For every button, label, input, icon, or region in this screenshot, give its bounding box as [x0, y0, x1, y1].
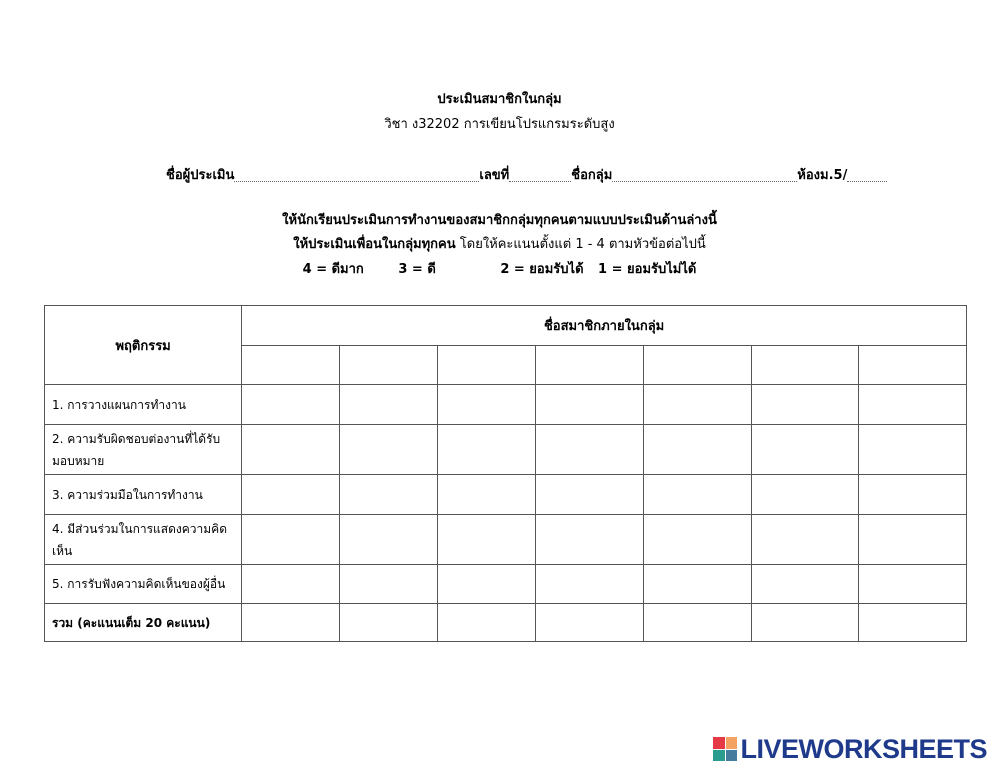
logo-icon	[713, 737, 737, 761]
number-label: เลขที่	[479, 168, 510, 183]
behavior-label: 1. การวางแผนการทำงาน	[45, 385, 242, 425]
total-label: รวม (คะแนนเต็ม 20 คะแนน)	[45, 604, 242, 642]
table-row	[45, 385, 967, 425]
score-cell[interactable]	[858, 385, 966, 425]
member-name-cell[interactable]	[643, 346, 751, 385]
instruction-line-2-bold: ให้ประเมินเพื่อนในกลุ่มทุกคน	[293, 237, 456, 252]
behavior-label: 4. มีส่วนร่วมในการแสดงความคิดเห็น	[45, 515, 242, 565]
score-cell[interactable]	[438, 475, 536, 515]
score-cell[interactable]	[858, 515, 966, 565]
total-cell[interactable]	[340, 604, 438, 642]
score-cell[interactable]	[438, 515, 536, 565]
table-header-row	[45, 306, 967, 346]
evaluator-name-field[interactable]	[234, 167, 479, 182]
score-cell[interactable]	[340, 385, 438, 425]
score-cell[interactable]	[643, 425, 751, 475]
member-name-cell[interactable]	[242, 346, 340, 385]
table-row	[45, 565, 967, 604]
total-cell[interactable]	[438, 604, 536, 642]
score-cell[interactable]	[643, 475, 751, 515]
score-cell[interactable]	[858, 425, 966, 475]
score-cell[interactable]	[643, 515, 751, 565]
table-row	[45, 425, 967, 475]
behavior-header: พฤติกรรม	[45, 306, 242, 385]
evaluation-table	[44, 305, 967, 642]
score-scale	[0, 261, 999, 279]
scale-item: 4 = ดีมาก	[302, 262, 364, 277]
behavior-label: 2. ความรับผิดชอบต่องานที่ได้รับมอบหมาย	[45, 425, 242, 475]
score-cell[interactable]	[536, 385, 643, 425]
page-subtitle: วิชา ง32202 การเขียนโปรแกรมระดับสูง	[384, 117, 615, 132]
score-cell[interactable]	[858, 565, 966, 604]
score-cell[interactable]	[438, 425, 536, 475]
class-field[interactable]	[847, 167, 887, 182]
group-label: ชื่อกลุ่ม	[571, 168, 613, 183]
score-cell[interactable]	[751, 425, 858, 475]
instruction-line-2-rest: โดยให้คะแนนตั้งแต่ 1 - 4 ตามหัวข้อต่อไปนี้	[459, 237, 706, 252]
score-cell[interactable]	[438, 385, 536, 425]
behavior-label: 5. การรับฟังความคิดเห็นของผู้อื่น	[45, 565, 242, 604]
score-cell[interactable]	[643, 565, 751, 604]
table-row	[45, 475, 967, 515]
score-cell[interactable]	[536, 515, 643, 565]
logo-text: LIVEWORKSHEETS	[740, 733, 987, 764]
score-cell[interactable]	[242, 475, 340, 515]
total-cell[interactable]	[858, 604, 966, 642]
instruction-line-1: ให้นักเรียนประเมินการทำงานของสมาชิกกลุ่มทุกคนตามแบบประเมินด้านล่างนี้	[282, 213, 717, 228]
score-cell[interactable]	[340, 475, 438, 515]
number-field[interactable]	[509, 167, 571, 182]
score-cell[interactable]	[751, 475, 858, 515]
score-cell[interactable]	[536, 425, 643, 475]
evaluator-info-line	[166, 163, 896, 185]
member-name-cell[interactable]	[340, 346, 438, 385]
evaluator-label: ชื่อผู้ประเมิน	[166, 168, 235, 183]
member-name-cell[interactable]	[858, 346, 966, 385]
score-cell[interactable]	[340, 565, 438, 604]
score-cell[interactable]	[340, 515, 438, 565]
logo-tile	[726, 750, 738, 762]
members-header: ชื่อสมาชิกภายในกลุ่ม	[242, 306, 967, 346]
liveworksheets-logo	[713, 733, 987, 764]
total-cell[interactable]	[242, 604, 340, 642]
score-cell[interactable]	[242, 515, 340, 565]
total-cell[interactable]	[536, 604, 643, 642]
score-cell[interactable]	[751, 565, 858, 604]
behavior-label: 3. ความร่วมมือในการทำงาน	[45, 475, 242, 515]
group-name-field[interactable]	[612, 167, 797, 182]
logo-tile	[713, 750, 725, 762]
score-cell[interactable]	[242, 425, 340, 475]
instruction-line-2	[0, 236, 999, 254]
total-row	[45, 604, 967, 642]
score-cell[interactable]	[643, 385, 751, 425]
total-cell[interactable]	[751, 604, 858, 642]
total-cell[interactable]	[643, 604, 751, 642]
score-cell[interactable]	[751, 385, 858, 425]
score-cell[interactable]	[536, 565, 643, 604]
score-cell[interactable]	[858, 475, 966, 515]
score-cell[interactable]	[438, 565, 536, 604]
table-row	[45, 515, 967, 565]
logo-tile	[726, 737, 738, 749]
page-title: ประเมินสมาชิกในกลุ่ม	[437, 92, 562, 107]
class-label: ห้องม.5/	[797, 168, 848, 183]
score-cell[interactable]	[242, 385, 340, 425]
member-name-cell[interactable]	[751, 346, 858, 385]
scale-item: 1 = ยอมรับไม่ได้	[598, 262, 697, 277]
score-cell[interactable]	[751, 515, 858, 565]
score-cell[interactable]	[536, 475, 643, 515]
member-name-cell[interactable]	[438, 346, 536, 385]
scale-item: 2 = ยอมรับได้	[500, 262, 584, 277]
member-name-cell[interactable]	[536, 346, 643, 385]
scale-item: 3 = ดี	[398, 262, 436, 277]
score-cell[interactable]	[340, 425, 438, 475]
logo-tile	[713, 737, 725, 749]
score-cell[interactable]	[242, 565, 340, 604]
